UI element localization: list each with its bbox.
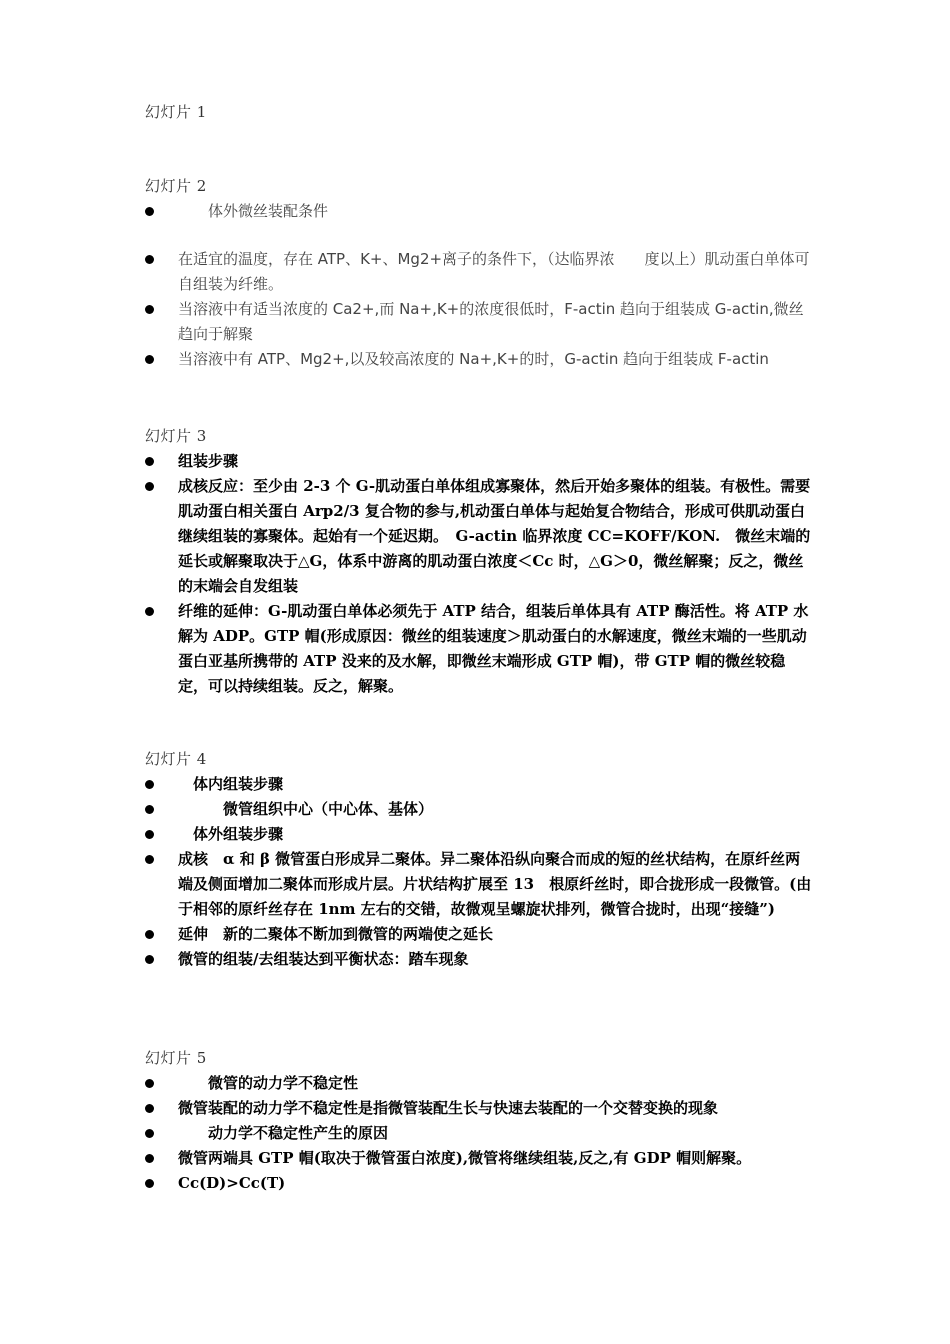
list-item-text: 微管的组装/去组装达到平衡状态：踏车现象	[178, 950, 469, 968]
list-item-text: 延伸 新的二聚体不断加到微管的两端使之延长	[178, 925, 494, 943]
list-item	[145, 347, 815, 372]
bullet-list	[145, 199, 815, 372]
bullet-icon	[145, 1179, 154, 1188]
bullet-icon	[145, 607, 154, 616]
spacer	[145, 224, 815, 247]
list-item-text: 微管的动力学不稳定性	[178, 1074, 359, 1092]
bullet-list	[145, 772, 815, 972]
bullet-icon	[145, 482, 154, 491]
list-item	[145, 822, 815, 847]
bullet-icon	[145, 855, 154, 864]
list-item-text: 微管两端具 GTP 帽(取决于微管蛋白浓度),微管将继续组装,反之,有 GDP 帽则解聚。	[178, 1149, 752, 1167]
list-item	[145, 772, 815, 797]
list-item-text: 成核反应：至少由 2-3 个 G-肌动蛋白单体组成寡聚体，然后开始多聚体的组装。有极性。需要肌动蛋白相关蛋白 Arp2/3 复合物的参与,机动蛋白单体与起始复合物结合，形成可供肌动蛋白继续组装的寡聚体。起始有一个延迟期。 G-actin 临界浓度 CC=KOFF/KON. 微丝末端的延长或解聚取决于△G，体系中游离的肌动蛋白浓度＜Cc 时，△G＞0，微丝解聚；反之，微丝的末端会自发组装	[178, 477, 811, 595]
list-item	[145, 847, 815, 922]
bullet-icon	[145, 457, 154, 466]
list-item	[145, 247, 815, 297]
list-item-text: 组装步骤	[178, 452, 239, 470]
bullet-icon	[145, 305, 154, 314]
slide-title: 幻灯片 3	[145, 427, 207, 445]
list-item	[145, 797, 815, 822]
slide-title: 幻灯片 4	[145, 750, 207, 768]
list-item	[145, 1096, 815, 1121]
list-item	[145, 474, 815, 599]
list-item	[145, 1071, 815, 1096]
slide-title: 幻灯片 1	[145, 103, 207, 121]
list-item	[145, 599, 815, 699]
bullet-icon	[145, 1079, 154, 1088]
list-item	[145, 947, 815, 972]
bullet-icon	[145, 255, 154, 264]
list-item-text: 体外组装步骤	[178, 825, 284, 843]
list-item-text: 体内组装步骤	[178, 775, 284, 793]
bullet-icon	[145, 805, 154, 814]
list-item	[145, 449, 815, 474]
list-item-text: 微管装配的动力学不稳定性是指微管装配生长与快速去装配的一个交替变换的现象	[178, 1099, 719, 1117]
bullet-list	[145, 1071, 815, 1196]
slide-2	[145, 174, 815, 372]
slide-5	[145, 1046, 815, 1196]
list-item-text: 纤维的延伸：G-肌动蛋白单体必须先于 ATP 结合，组装后单体具有 ATP 酶活性。将 ATP 水解为 ADP。GTP 帽(形成原因：微丝的组装速度＞肌动蛋白的水解速度，微丝末端的一些肌动蛋白亚基所携带的 ATP 没来的及水解，即微丝末端形成 GTP 帽)，带 GTP 帽的微丝较稳定，可以持续组装。反之，解聚。	[178, 602, 809, 695]
list-item	[145, 297, 815, 347]
list-item	[145, 199, 815, 224]
list-item	[145, 1171, 815, 1196]
bullet-icon	[145, 1154, 154, 1163]
list-item-text: 当溶液中有适当浓度的 Ca2+,而 Na+,K+的浓度很低时，F-actin 趋向于组装成 G-actin,微丝趋向于解聚	[178, 300, 804, 343]
list-item-text: Cc(D)>Cc(T)	[178, 1174, 286, 1192]
bullet-icon	[145, 780, 154, 789]
bullet-icon	[145, 830, 154, 839]
bullet-icon	[145, 930, 154, 939]
slide-title: 幻灯片 5	[145, 1049, 207, 1067]
bullet-icon	[145, 355, 154, 364]
list-item-text: 当溶液中有 ATP、Mg2+,以及较高浓度的 Na+,K+的时，G-actin 趋向于组装成 F-actin	[178, 350, 769, 368]
list-item-text: 在适宜的温度，存在 ATP、K+、Mg2+离子的条件下，（达临界浓 度以上）肌动蛋白单体可自组装为纤维。	[178, 250, 810, 293]
slide-3	[145, 424, 815, 699]
list-item-text: 成核 α 和 β 微管蛋白形成异二聚体。异二聚体沿纵向聚合而成的短的丝状结构，在原纤丝两端及侧面增加二聚体而形成片层。片状结构扩展至 13 根原纤丝时，即合拢形成一段微管。(由于相邻的原纤丝存在 1nm 左右的交错，故微观呈螺旋状排列，微管合拢时，出现“接缝”)	[178, 850, 812, 918]
list-item-text: 微管组织中心（中心体、基体）	[178, 800, 434, 818]
bullet-icon	[145, 1129, 154, 1138]
bullet-icon	[145, 1104, 154, 1113]
list-item	[145, 1146, 815, 1171]
slide-1	[145, 100, 815, 125]
list-item	[145, 922, 815, 947]
slide-4	[145, 747, 815, 972]
bullet-list	[145, 449, 815, 699]
slide-title: 幻灯片 2	[145, 177, 207, 195]
list-item-text: 动力学不稳定性产生的原因	[178, 1124, 389, 1142]
bullet-icon	[145, 955, 154, 964]
list-item-text: 体外微丝装配条件	[178, 202, 329, 220]
list-item	[145, 1121, 815, 1146]
bullet-icon	[145, 207, 154, 216]
